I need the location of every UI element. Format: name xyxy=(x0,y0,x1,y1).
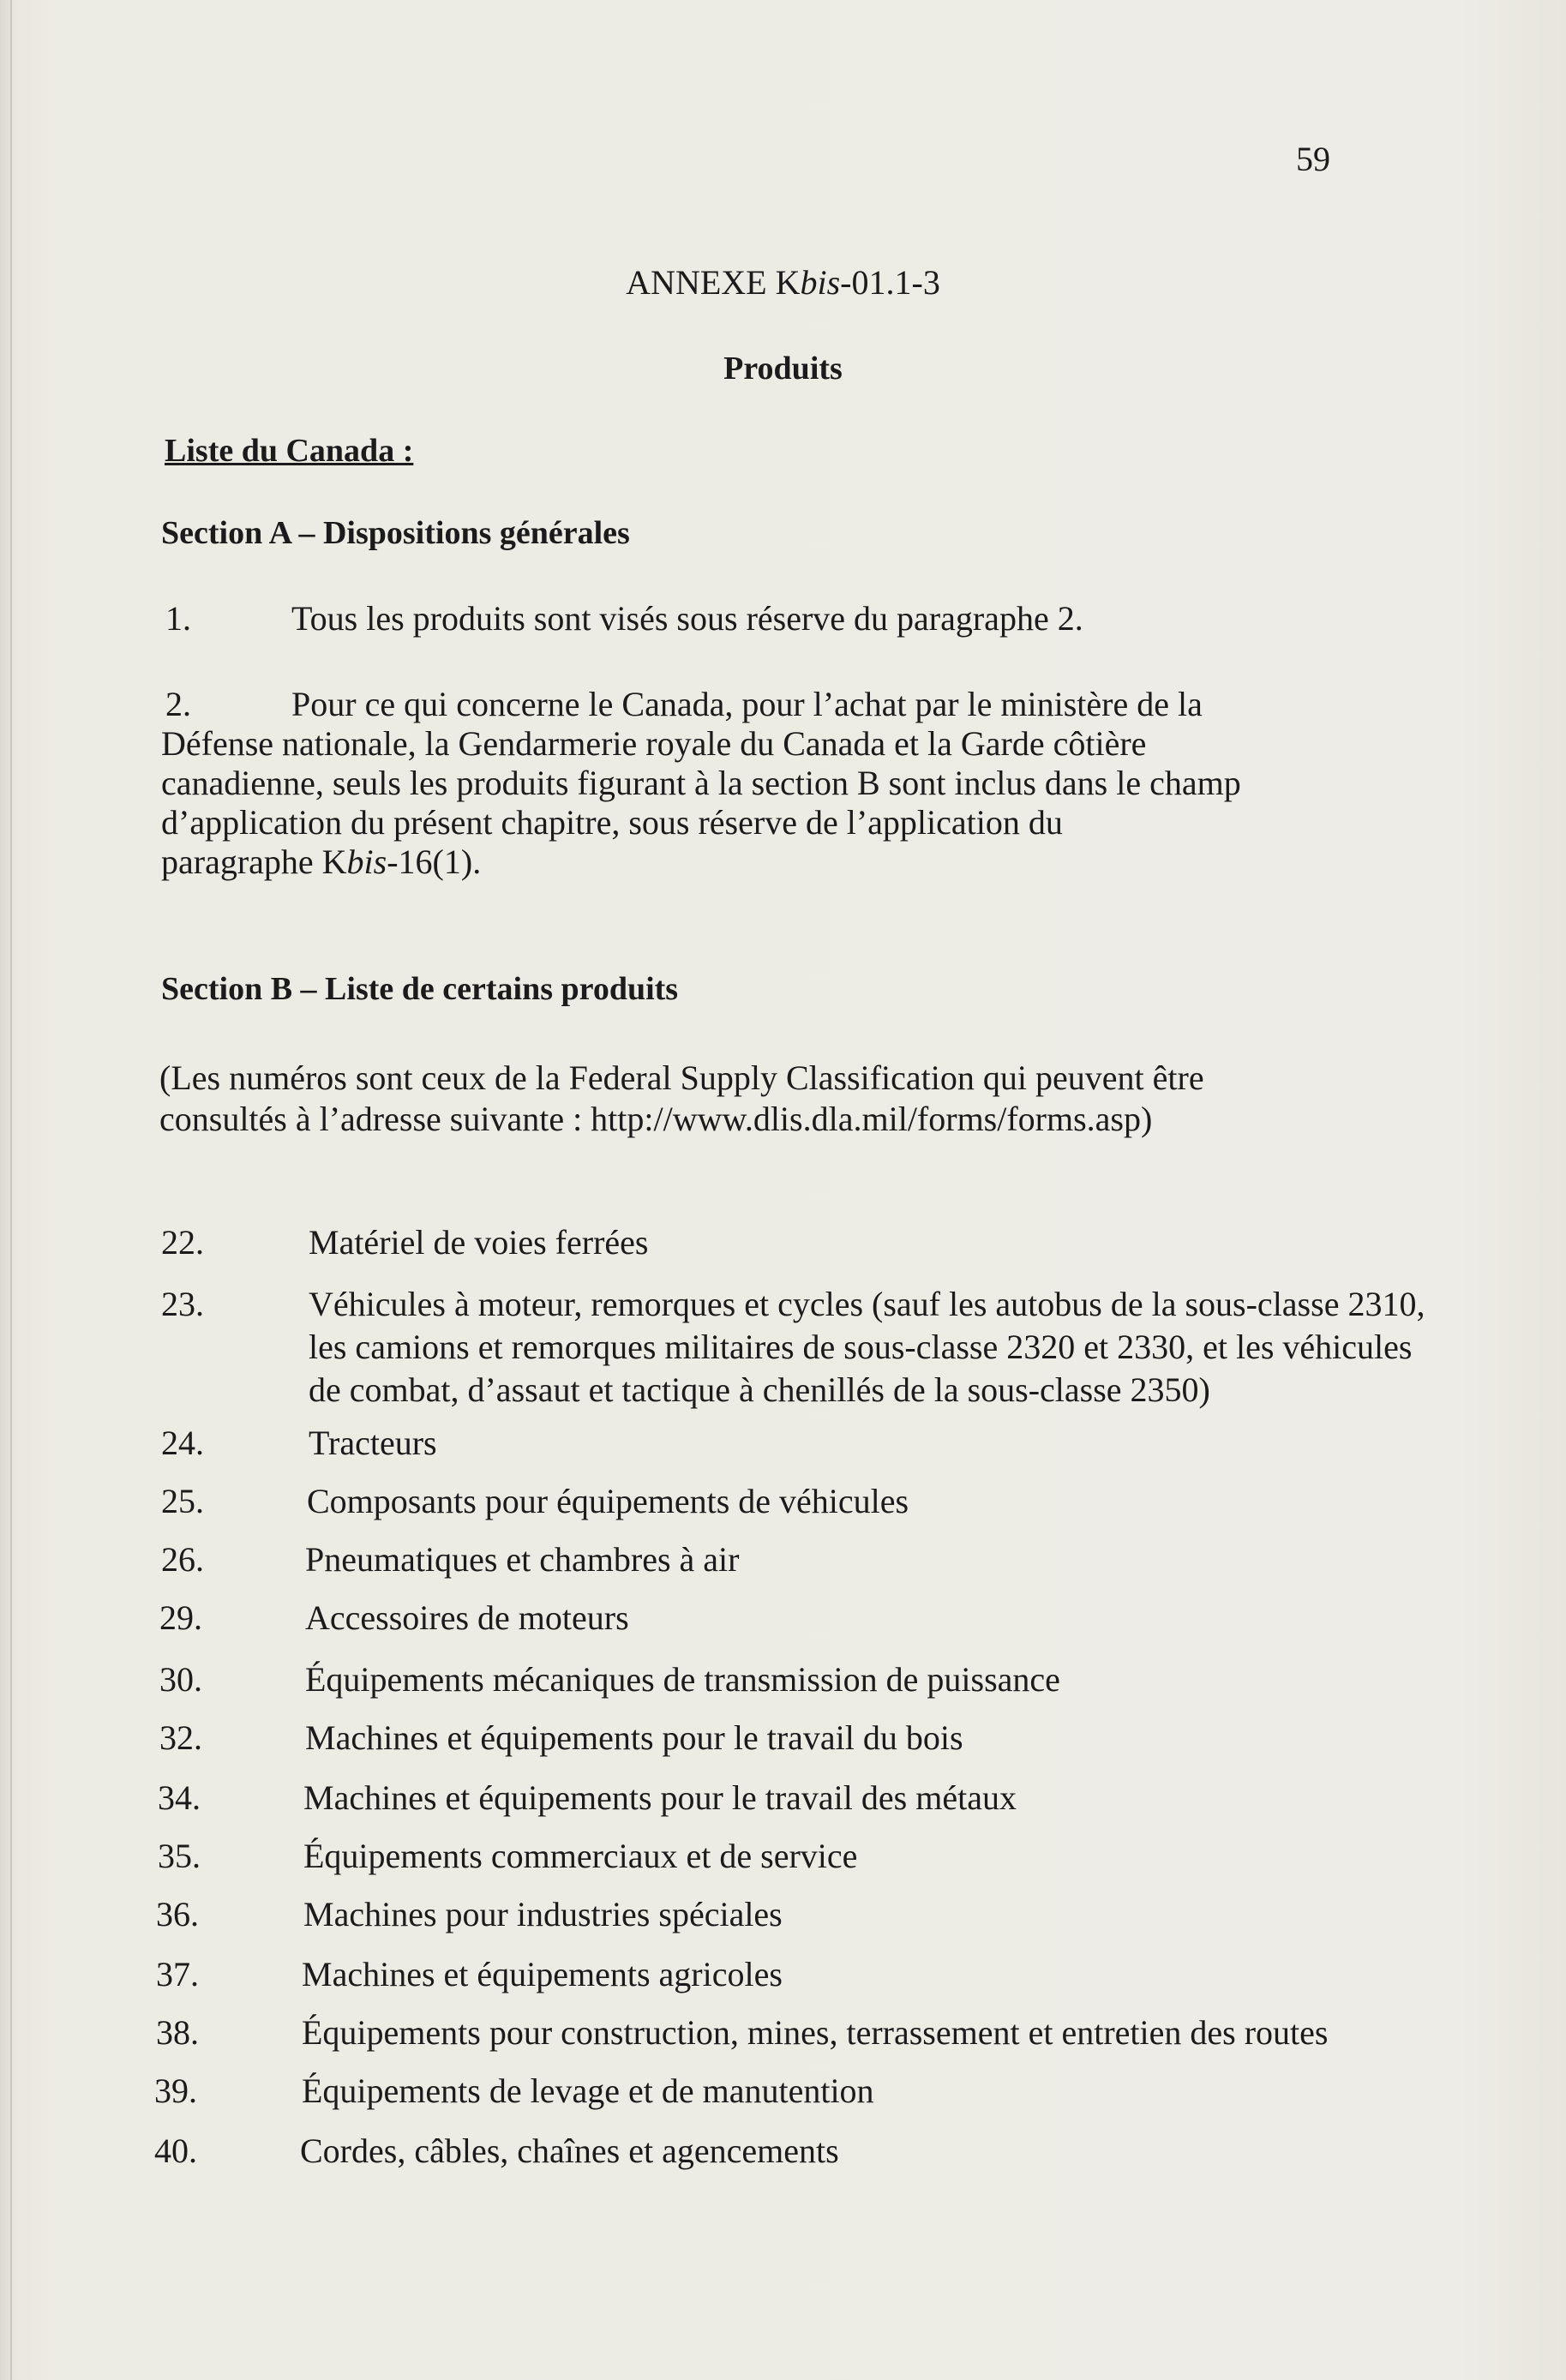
list-item-text: Machines et équipements agricoles xyxy=(302,1955,783,1993)
list-item-text: Équipements de levage et de manutention xyxy=(302,2071,874,2110)
list-item-text: Équipements pour construction, mines, terrassement et entretien des routes xyxy=(302,2013,1329,2052)
paragraph-2-line-5 xyxy=(161,842,481,882)
section-b-note-line-2: consultés à l’adresse suivante : http://www.dlis.dla.mil/forms/forms.asp) xyxy=(159,1100,1153,1138)
list-item-text: Cordes, câbles, chaînes et agencements xyxy=(300,2131,839,2170)
list-item-text-line-3: de combat, d’assaut et tactique à chenillés de la sous-classe 2350) xyxy=(309,1370,1210,1409)
list-item-text: Équipements mécaniques de transmission de puissance xyxy=(305,1660,1060,1699)
section-b-note-line-1: (Les numéros sont ceux de la Federal Supply Classification qui peuvent être xyxy=(159,1058,1204,1097)
paragraph-2-number: 2. xyxy=(165,685,191,723)
page-number: 59 xyxy=(1296,140,1330,178)
list-item-text: Équipements commerciaux et de service xyxy=(303,1837,858,1875)
paragraph-1-text: Tous les produits sont visés sous réserve du paragraphe 2. xyxy=(291,599,1083,638)
list-item-text: Accessoires de moteurs xyxy=(305,1598,629,1637)
paragraph-2-line-5-italic: bis xyxy=(346,842,387,881)
section-b-title: Section B – Liste de certains produits xyxy=(161,971,679,1007)
list-item-number: 37. xyxy=(156,1955,199,1993)
list-item-text: Pneumatiques et chambres à air xyxy=(305,1540,740,1579)
list-item-number: 34. xyxy=(158,1778,201,1817)
list-item-number: 25. xyxy=(161,1482,204,1520)
list-title: Liste du Canada : xyxy=(165,433,414,469)
paragraph-2-line-5-suffix: -16(1). xyxy=(387,842,482,881)
paragraph-2-line-2: Défense nationale, la Gendarmerie royale du Canada et la Garde côtière xyxy=(161,724,1147,763)
paragraph-2-line-5-prefix: paragraphe K xyxy=(161,842,347,881)
list-item-number: 39. xyxy=(154,2071,197,2110)
paragraph-2-line-1: Pour ce qui concerne le Canada, pour l’achat par le ministère de la xyxy=(291,685,1203,723)
page-heading: Produits xyxy=(723,351,843,387)
paragraph-2-line-3: canadienne, seuls les produits figurant à la section B sont inclus dans le champ xyxy=(161,764,1241,802)
list-item-number: 23. xyxy=(161,1285,204,1323)
annex-title xyxy=(0,262,1566,303)
list-item-text: Matériel de voies ferrées xyxy=(309,1223,649,1262)
list-item-number: 26. xyxy=(161,1540,204,1579)
list-item-text: Machines et équipements pour le travail du bois xyxy=(305,1718,963,1757)
list-item-number: 24. xyxy=(161,1424,204,1462)
list-item-text: Machines et équipements pour le travail des métaux xyxy=(303,1778,1017,1817)
list-item-text: Tracteurs xyxy=(309,1424,437,1462)
list-item-number: 32. xyxy=(159,1718,202,1757)
list-item-number: 36. xyxy=(156,1895,199,1933)
list-item-text: Composants pour équipements de véhicules xyxy=(307,1482,909,1520)
list-item-number: 40. xyxy=(154,2131,197,2170)
list-item-number: 29. xyxy=(159,1598,202,1637)
paragraph-2-line-4: d’application du présent chapitre, sous réserve de l’application du xyxy=(161,803,1063,842)
annex-title-italic: bis xyxy=(800,263,841,302)
paragraph-1-number: 1. xyxy=(165,599,191,638)
list-item-text: Machines pour industries spéciales xyxy=(303,1895,783,1933)
annex-title-prefix: ANNEXE K xyxy=(626,263,801,302)
annex-title-suffix: -01.1-3 xyxy=(840,263,940,302)
list-item-number: 38. xyxy=(156,2013,199,2052)
list-item-number: 30. xyxy=(159,1660,202,1699)
list-item-text-line-2: les camions et remorques militaires de sous-classe 2320 et 2330, et les véhicules xyxy=(309,1328,1413,1366)
list-item-number: 22. xyxy=(161,1223,204,1262)
list-item-text: Véhicules à moteur, remorques et cycles (sauf les autobus de la sous-classe 2310, xyxy=(309,1285,1425,1323)
section-a-title: Section A – Dispositions générales xyxy=(161,515,630,551)
list-item-number: 35. xyxy=(158,1837,201,1875)
